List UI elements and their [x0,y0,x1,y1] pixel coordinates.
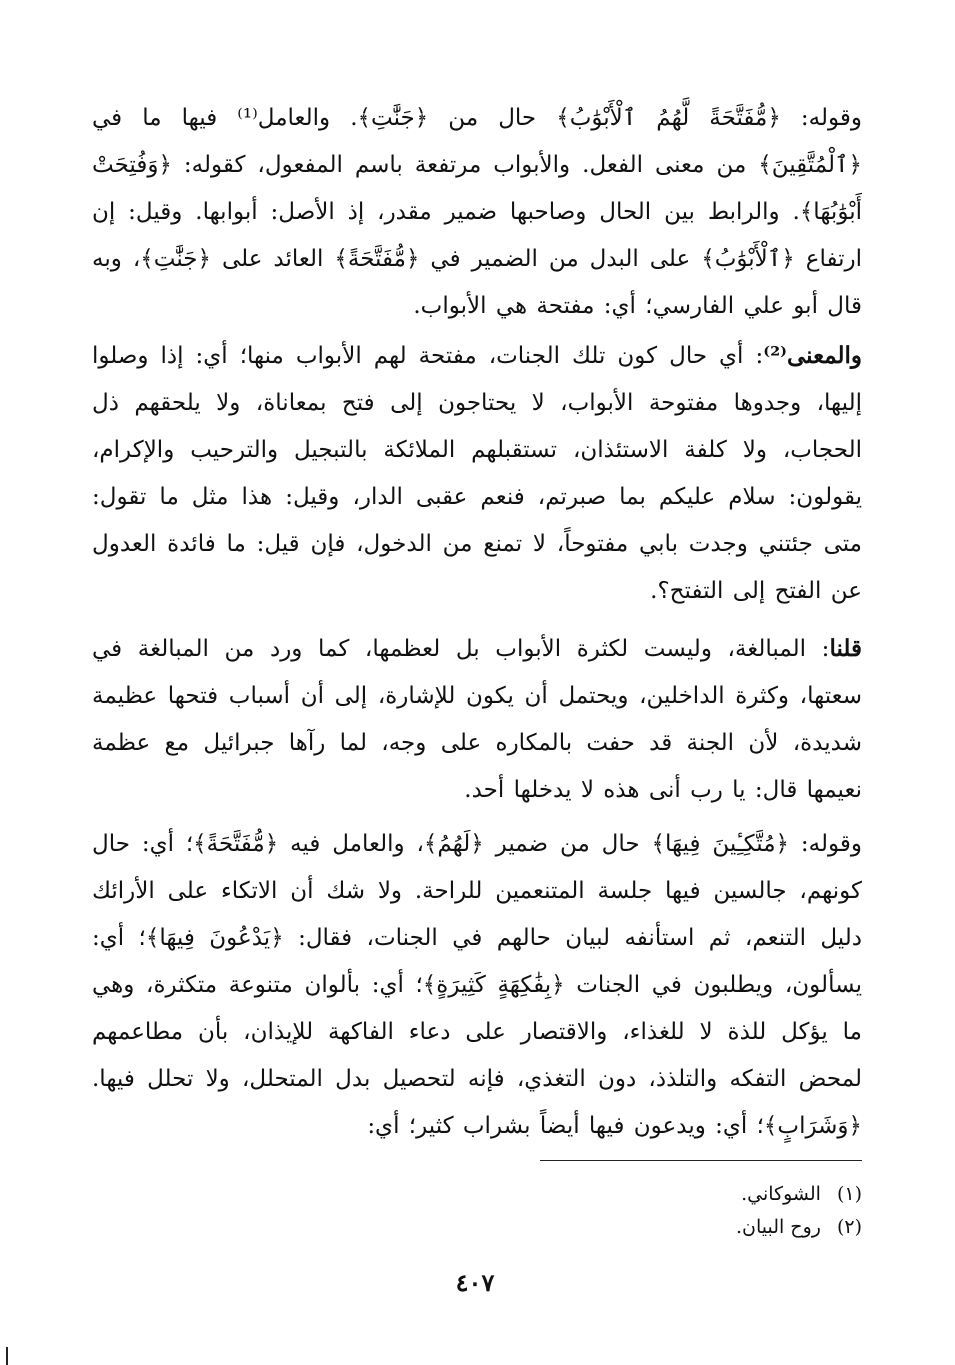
footnote-2 [400,1211,862,1244]
paragraph-3-text: : المبالغة، وليست لكثرة الأبواب بل لعظمها، كما ورد من المبالغة في سعتها، وكثرة الداخلين، ويحتمل أن يكون للإشارة، إلى أن أسباب فتحها عظيمة شديدة، لأن الجنة قد حفت بالمكاره على وجه، لما رآها جبرائيل مع عظمة نعيمها قال: يا رب أنى هذه لا يدخلها أحد. [92,636,862,803]
paragraph-4-text: وقوله: ﴿مُتَّكِـِٔينَ فِيهَا﴾ حال من ضمير ﴿لَهُمُ﴾، والعامل فيه ﴿مُّفَتَّحَةً﴾؛ أي: حال كونهم، جالسين فيها جلسة المتنعمين للراحة. ولا شك أن الاتكاء على الأرائك دليل التنعم، ثم استأنفه لبيان حالهم في الجنات، فقال: ﴿يَدْعُونَ فِيهَا﴾؛ أي: يسألون، ويطلبون في الجنات ﴿بِفَٰكِهَةٍ كَثِيرَةٍ﴾؛ أي: بألوان متنوعة متكثرة، وهي ما يؤكل للذة لا للغذاء، والاقتصار على دعاء الفاكهة للإيذان، بأن مطاعمهم لمحض التفكه والتلذذ، دون التغذي، فإنه لتحصيل بدل المتحلل، ولا تحلل فيها. ﴿وَشَرَابٍ﴾؛ أي: ويدعون فيها أيضاً بشراب كثير؛ أي: [92,831,862,1139]
paragraph-2-text: : أي حال كون تلك الجنات، مفتحة لهم الأبواب منها؛ أي: إذا وصلوا إليها، وجدوها مفتوحة الأبواب، لا يحتاجون إلى فتح بمعاناة، ولا يلحقهم ذل الحجاب، ولا كلفة الاستئذان، تستقبلهم الملائكة بالتبجيل والترحيب والإكرام، يقولون: سلام عليكم بما صبرتم، فنعم عقبى الدار، وقيل: هذا مثل ما تقول: متى جئتني وجدت بابي مفتوحاً، لا تمنع من الدخول، فإن قيل: ما فائدة العدول عن الفتح إلى التفتح؟. [92,343,862,604]
paragraph-1 [92,94,862,330]
paragraph-4 [92,820,862,1150]
paragraph-1-text: وقوله: ﴿مُّفَتَّحَةً لَّهُمُ ٱلْأَبْوَٰبُ﴾ حال من ﴿جَنَّٰتِ﴾. والعامل⁽¹⁾ فيها ما في ﴿ٱلْمُتَّقِينَ﴾ من معنى الفعل. والأبواب مرتفعة باسم المفعول، كقوله: ﴿وَفُتِحَتْ أَبْوَٰبُهَا﴾. والرابط بين الحال وصاحبها ضمير مقدر، إذ الأصل: أبوابها. وقيل: إن ارتفاع ﴿ٱلْأَبْوَٰبُ﴾ على البدل من الضمير في ﴿مُّفَتَّحَةً﴾ العائد على ﴿جَنَّٰتِ﴾، وبه قال أبو علي الفارسي؛ أي: مفتحة هي الأبواب. [92,105,862,319]
footnote-2-text: روح البيان. [735,1216,821,1238]
page-number: ٤٠٧ [455,1268,495,1297]
paragraph-2-lead: والمعنى⁽²⁾ [763,342,862,369]
footnote-2-number: (٢) [836,1216,862,1238]
footnote-separator [540,1160,862,1161]
footnote-1-number: (١) [836,1183,862,1205]
footnote-1-text: الشوكاني. [741,1183,821,1205]
paragraph-2 [92,332,862,615]
footnote-1 [400,1178,862,1211]
paragraph-3 [92,625,862,814]
paragraph-3-lead: قلنا [829,635,862,662]
footnotes [400,1178,862,1244]
scan-edge-mark [6,1347,8,1365]
